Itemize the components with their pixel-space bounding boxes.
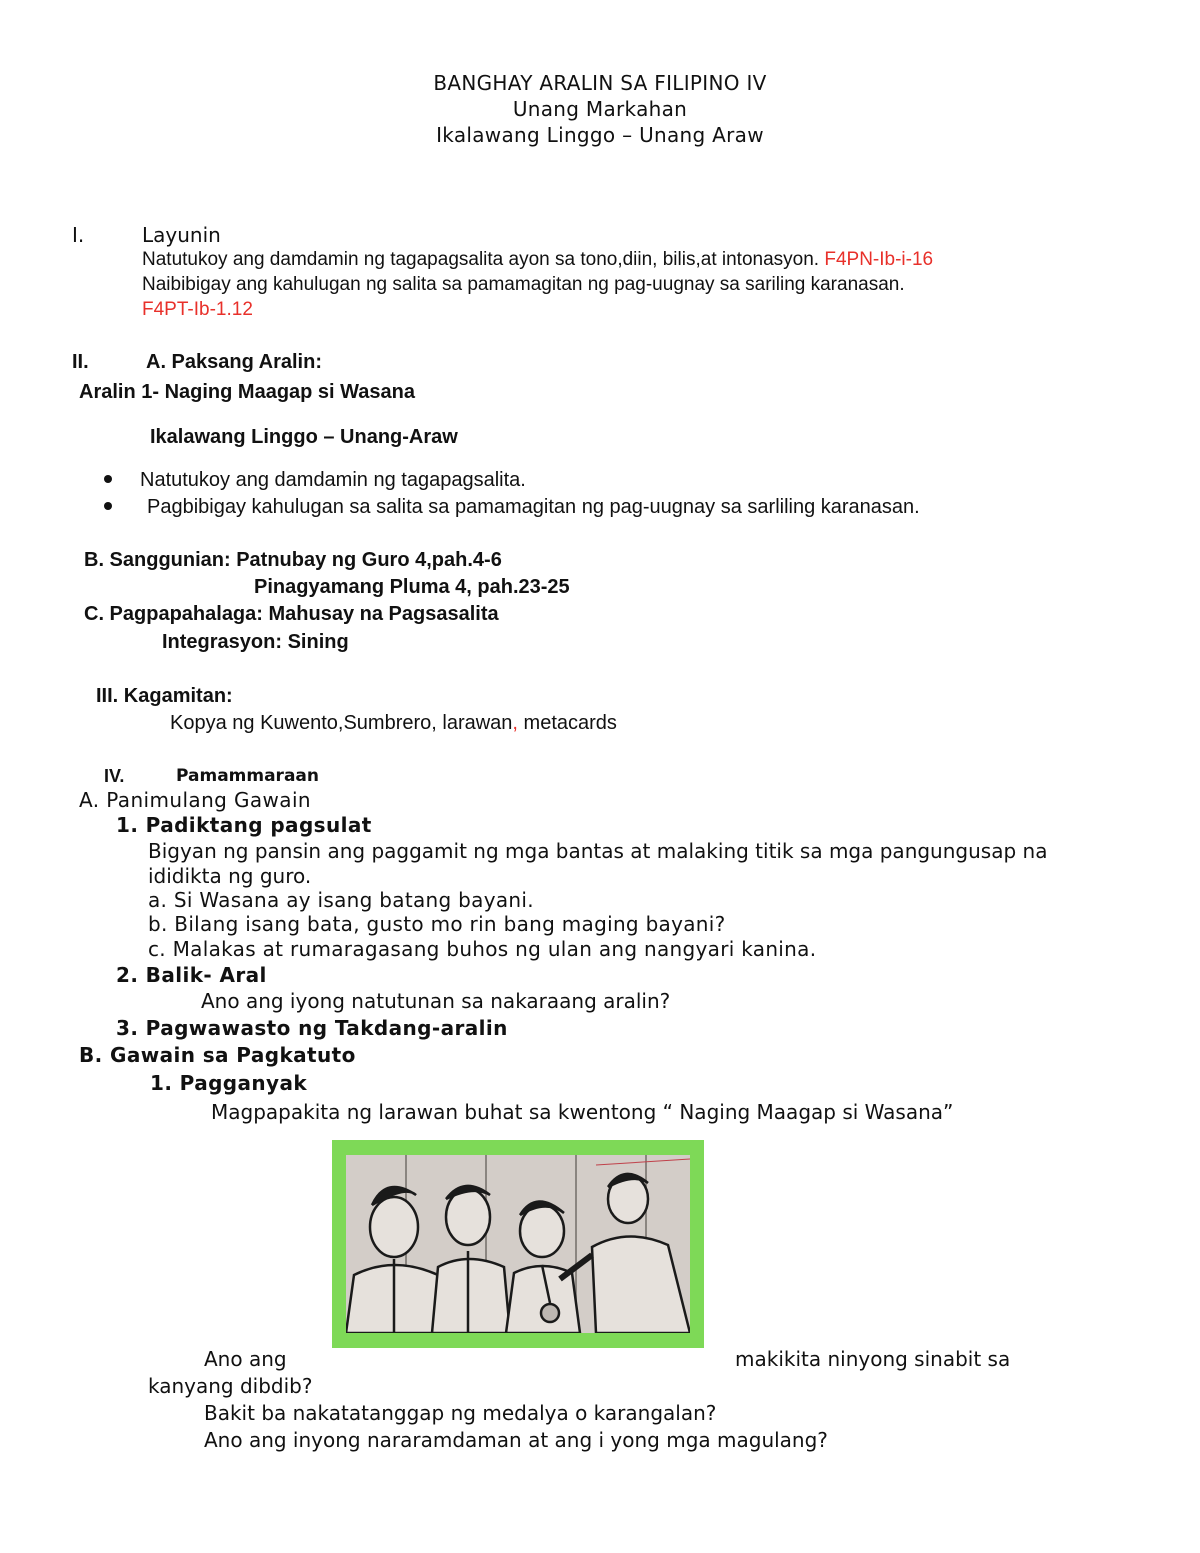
section-4-heading: Pamammaraan [176, 766, 319, 786]
pagwawasto-heading: 3. Pagwawasto ng Takdang-aralin [116, 1016, 508, 1040]
section-2-heading: A. Paksang Aralin: [146, 351, 322, 373]
section-2-number: II. [72, 351, 89, 373]
materials-text-end: metacards [517, 712, 617, 734]
dictation-item-a: a. Si Wasana ay isang batang bayani. [148, 888, 534, 912]
bullet-item-2: Pagbibigay kahulugan sa salita sa pamamagitan ng pag-uugnay sa sarliling karanasan. [147, 496, 920, 518]
pagganyak-heading: 1. Pagganyak [150, 1071, 308, 1095]
objective-2-text: Naibibigay ang kahulugan ng salita sa pamamagitan ng pag-uugnay sa sariling karanasan. [142, 274, 905, 295]
pagpapahalaga: C. Pagpapahalaga: Mahusay na Pagsasalita [84, 603, 499, 625]
balik-aral-heading: 2. Balik- Aral [116, 963, 267, 987]
bullet-item-1: Natutukoy ang damdamin ng tagapagsalita. [140, 469, 526, 491]
materials-text: Kopya ng Kuwento,Sumbrero, larawan [170, 712, 513, 734]
objective-1-text: Natutukoy ang damdamin ng tagapagsalita ayon sa tono,diin, bilis,at intonasyon. [142, 249, 820, 270]
balik-aral-question: Ano ang iyong natutunan sa nakaraang aralin? [201, 989, 671, 1013]
story-illustration [346, 1155, 690, 1333]
story-illustration-frame [332, 1140, 704, 1348]
objective-1 [142, 248, 933, 272]
question-3: Ano ang inyong nararamdaman at ang i yong mga magulang? [204, 1428, 828, 1452]
question-2: Bakit ba nakatatanggap ng medalya o karangalan? [204, 1401, 717, 1425]
dictation-item-c: c. Malakas at rumaragasang buhos ng ulan ang nangyari kanina. [148, 937, 817, 961]
section-1-heading: Layunin [142, 223, 221, 247]
padikta-instruction-line-2: ididikta ng guro. [148, 864, 312, 888]
bullet-dot [104, 502, 112, 510]
document-title: BANGHAY ARALIN SA FILIPINO IV [433, 71, 767, 95]
document-quarter: Unang Markahan [512, 97, 688, 121]
sanggunian-line-2: Pinagyamang Pluma 4, pah.23-25 [254, 576, 570, 598]
lesson-title: Aralin 1- Naging Maagap si Wasana [79, 381, 416, 403]
dictation-item-b: b. Bilang isang bata, gusto mo rin bang maging bayani? [148, 912, 726, 936]
section-4-number: IV. [104, 766, 125, 786]
question-1-start: Ano ang [204, 1347, 287, 1371]
materials-comma: , [512, 712, 518, 734]
objective-2-code: F4PT-Ib-1.12 [142, 299, 253, 320]
integrasyon: Integrasyon: Sining [162, 631, 349, 653]
section-1-number: I. [72, 223, 85, 247]
document-week-day: Ikalawang Linggo – Unang Araw [436, 123, 764, 147]
panimulang-gawain-heading: A. Panimulang Gawain [79, 788, 311, 812]
pagganyak-text: Magpapakita ng larawan buhat sa kwentong “ Naging Maagap si Wasana” [211, 1100, 954, 1124]
medal-ceremony-image [346, 1155, 690, 1333]
sanggunian-line-1: B. Sanggunian: Patnubay ng Guro 4,pah.4-6 [84, 549, 502, 571]
materials-list [170, 711, 617, 735]
padikta-instruction-line-1: Bigyan ng pansin ang paggamit ng mga bantas at malaking titik sa mga pangungusap na [148, 839, 1048, 863]
section-3-heading: III. Kagamitan: [96, 685, 233, 707]
question-1-middle: makikita ninyong sinabit sa [735, 1347, 1011, 1371]
padiktang-pagsulat-heading: 1. Padiktang pagsulat [116, 813, 372, 837]
objective-1-code: F4PN-Ib-i-16 [824, 249, 934, 270]
bullet-dot [104, 475, 112, 483]
question-1-end: kanyang dibdib? [148, 1374, 313, 1398]
gawain-sa-pagkatuto-heading: B. Gawain sa Pagkatuto [79, 1043, 356, 1067]
lesson-week: Ikalawang Linggo – Unang-Araw [150, 426, 458, 448]
